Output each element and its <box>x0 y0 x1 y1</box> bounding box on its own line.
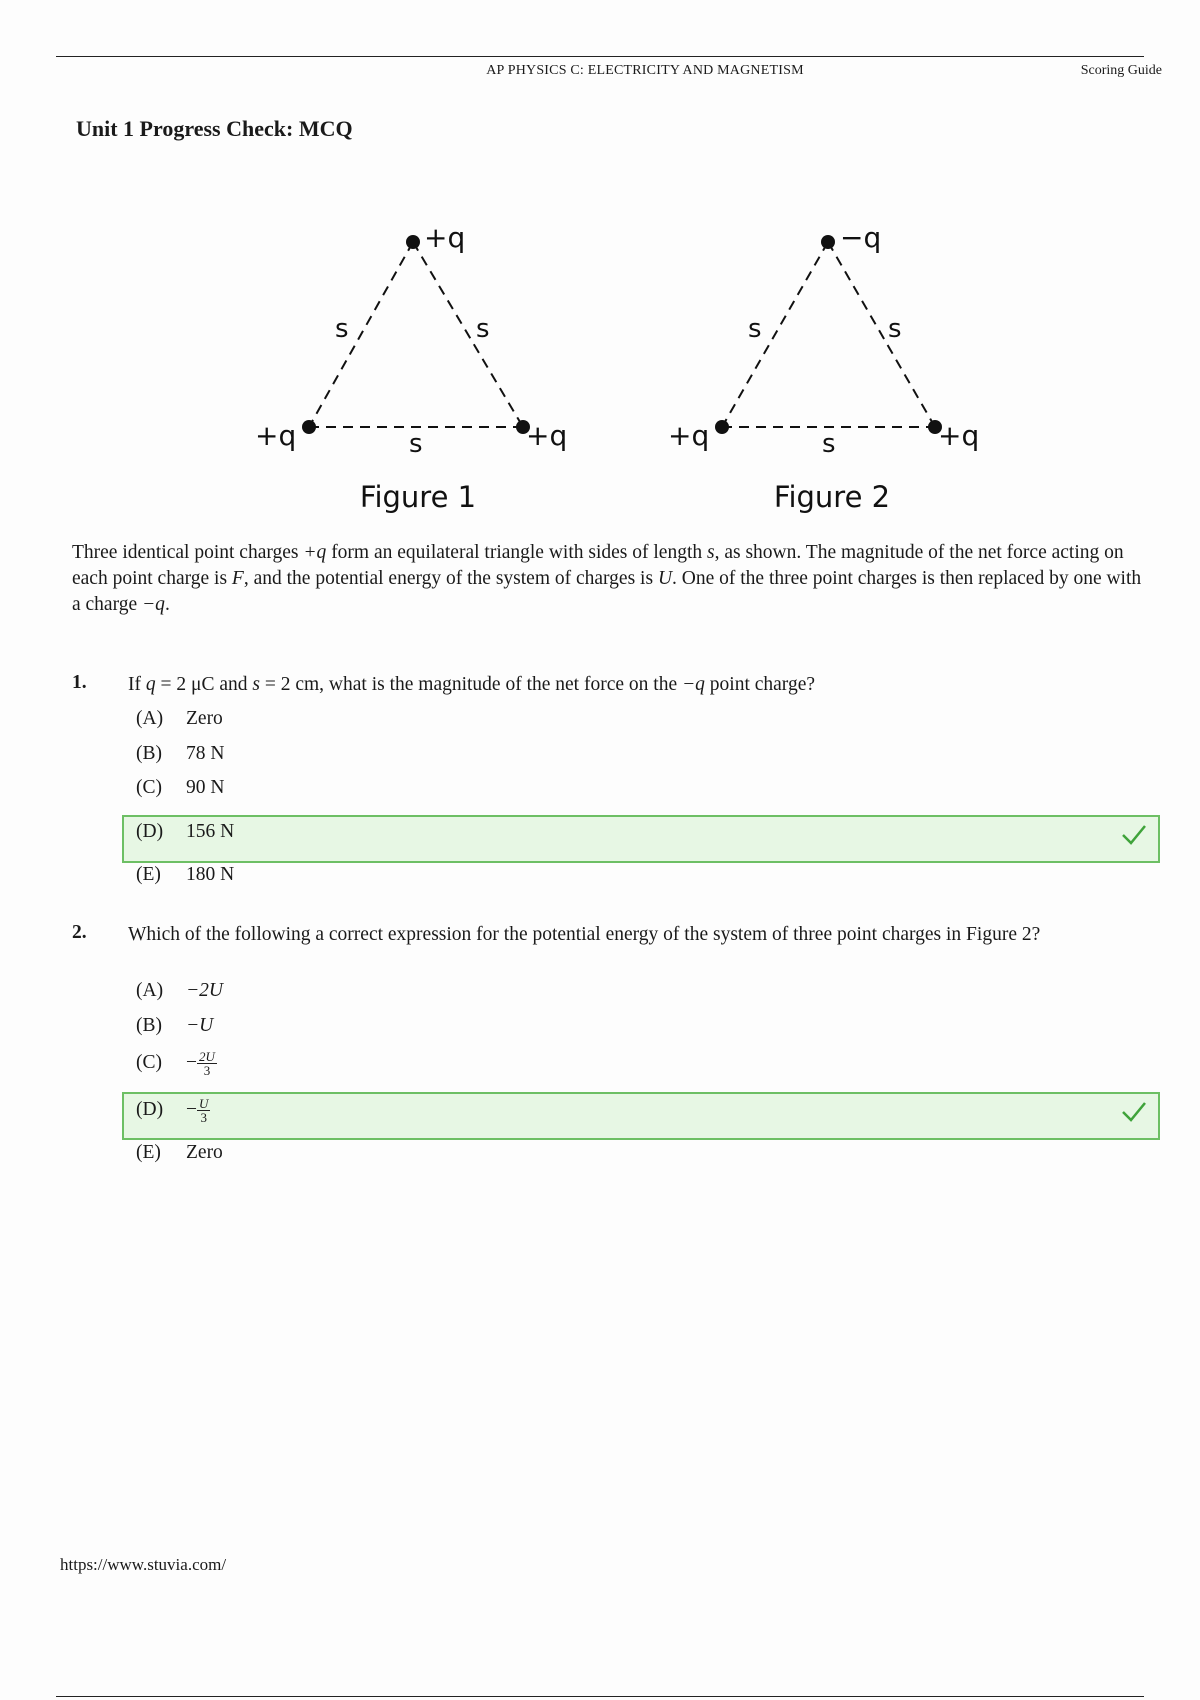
option-sign: − <box>186 1051 197 1073</box>
intro-math-charge: +q <box>303 542 327 563</box>
fig1-side-bottom-label: s <box>409 429 423 459</box>
option-value: 156 N <box>186 821 235 842</box>
header-scoring-guide: Scoring Guide <box>1080 63 1162 78</box>
fig2-left-label: +q <box>668 419 710 452</box>
fraction-numerator: 2U <box>199 1049 215 1064</box>
option-letter: (E) <box>136 864 161 885</box>
option-letter: (E) <box>136 1142 161 1163</box>
footer-rule <box>56 1696 1144 1697</box>
fig1-caption: Figure 1 <box>359 480 477 514</box>
check-icon <box>1120 821 1148 849</box>
option-letter: (D) <box>136 821 164 842</box>
option-value: Zero <box>186 708 223 729</box>
q1-text-part: = 2 cm, what is the magnitude of the net force on the <box>259 674 682 695</box>
question-2-number: 2. <box>72 922 87 943</box>
fig1-side-right <box>413 242 523 427</box>
option-value: −2U <box>186 980 223 1001</box>
intro-math-energy: U <box>657 568 673 589</box>
option-letter: (B) <box>136 1015 162 1036</box>
option-letter: (C) <box>136 1051 162 1073</box>
q2-option-c[interactable] <box>136 1050 217 1077</box>
fig2-top-label: −q <box>840 221 882 254</box>
fig2-side-left-label: s <box>748 314 762 344</box>
fig2-charge-left <box>715 420 729 434</box>
q2-option-a[interactable] <box>136 980 223 1002</box>
fig2-right-label: +q <box>938 419 980 452</box>
q2-option-d[interactable] <box>136 1097 210 1124</box>
fig2-side-right-label: s <box>888 314 902 344</box>
header-rule <box>56 56 1144 57</box>
q1-text-part: If <box>128 674 146 695</box>
q1-math-neg-q: −q <box>681 674 705 695</box>
fraction <box>197 1050 217 1077</box>
q1-text-part: point charge? <box>704 674 816 695</box>
q1-option-b[interactable] <box>136 743 224 765</box>
option-letter: (C) <box>136 777 162 798</box>
option-sign: − <box>186 1098 197 1120</box>
question-1-text <box>128 672 1148 698</box>
fig1-charge-top <box>406 235 420 249</box>
question-1-number: 1. <box>72 672 87 693</box>
fig2-side-bottom-label: s <box>822 429 836 459</box>
q2-correct-answer-highlight <box>122 1092 1160 1140</box>
intro-text-3: , as shown. The magnitude of the net force acting on each point charge is <box>72 542 1124 589</box>
footer-url[interactable]: https://www.stuvia.com/ <box>60 1555 227 1574</box>
option-value: 78 N <box>186 743 225 764</box>
q1-text-part: = 2 μC and <box>155 674 253 695</box>
intro-math-side: s <box>707 542 715 563</box>
intro-text-1: Three identical point charges <box>72 542 304 563</box>
intro-text-5: . One of the three point charges is then replaced by one with a charge <box>72 568 1142 615</box>
fig1-left-label: +q <box>255 419 297 452</box>
header-subject: AP PHYSICS C: ELECTRICITY AND MAGNETISM <box>486 63 804 78</box>
option-value: −U <box>186 1015 214 1036</box>
fig2-side-right <box>828 242 935 427</box>
q2-option-b[interactable] <box>136 1015 213 1037</box>
fraction-numerator: U <box>199 1096 209 1111</box>
option-letter: (A) <box>136 708 164 729</box>
fig1-side-left-label: s <box>335 314 349 344</box>
q1-option-a[interactable] <box>136 708 223 730</box>
option-letter: (A) <box>136 980 164 1001</box>
fig2-charge-top <box>821 235 835 249</box>
intro-text-6: . <box>164 594 170 615</box>
intro-math-neg-charge: −q <box>142 594 165 615</box>
option-value: Zero <box>186 1142 223 1163</box>
fraction-denominator: 3 <box>203 1063 211 1078</box>
q1-correct-answer-highlight <box>122 815 1160 863</box>
fig2-side-left <box>722 242 828 427</box>
option-value: 90 N <box>186 777 225 798</box>
q1-option-c[interactable] <box>136 777 224 799</box>
q1-math-s: s <box>252 674 260 695</box>
question-2-text: Which of the following a correct expression for the potential energy of the system of three point charges in Figure 2? <box>128 924 1041 945</box>
check-icon <box>1120 1098 1148 1126</box>
fig1-charge-left <box>302 420 316 434</box>
fraction <box>197 1097 210 1124</box>
q1-option-e[interactable] <box>136 864 234 886</box>
intro-text-4: , and the potential energy of the system of charges is <box>243 568 658 589</box>
problem-statement <box>72 540 1142 618</box>
fig1-right-label: +q <box>526 419 568 452</box>
option-value: 180 N <box>186 864 235 885</box>
fraction-denominator: 3 <box>200 1110 207 1125</box>
q2-option-e[interactable] <box>136 1142 223 1164</box>
figure-1 <box>255 221 567 514</box>
fig1-side-left <box>309 242 413 427</box>
intro-text-2: form an equilateral triangle with sides of length <box>326 542 707 563</box>
intro-math-force: F <box>231 568 244 589</box>
fig1-side-right-label: s <box>476 314 490 344</box>
page-title: Unit 1 Progress Check: MCQ <box>76 116 353 141</box>
option-letter: (D) <box>136 1098 164 1120</box>
option-letter: (B) <box>136 743 162 764</box>
q1-option-d[interactable] <box>136 821 234 843</box>
fig2-caption: Figure 2 <box>773 480 891 514</box>
q1-math-q: q <box>145 674 156 695</box>
fig1-top-label: +q <box>424 221 466 254</box>
charge-figures <box>0 205 1200 525</box>
figure-2 <box>668 221 979 514</box>
